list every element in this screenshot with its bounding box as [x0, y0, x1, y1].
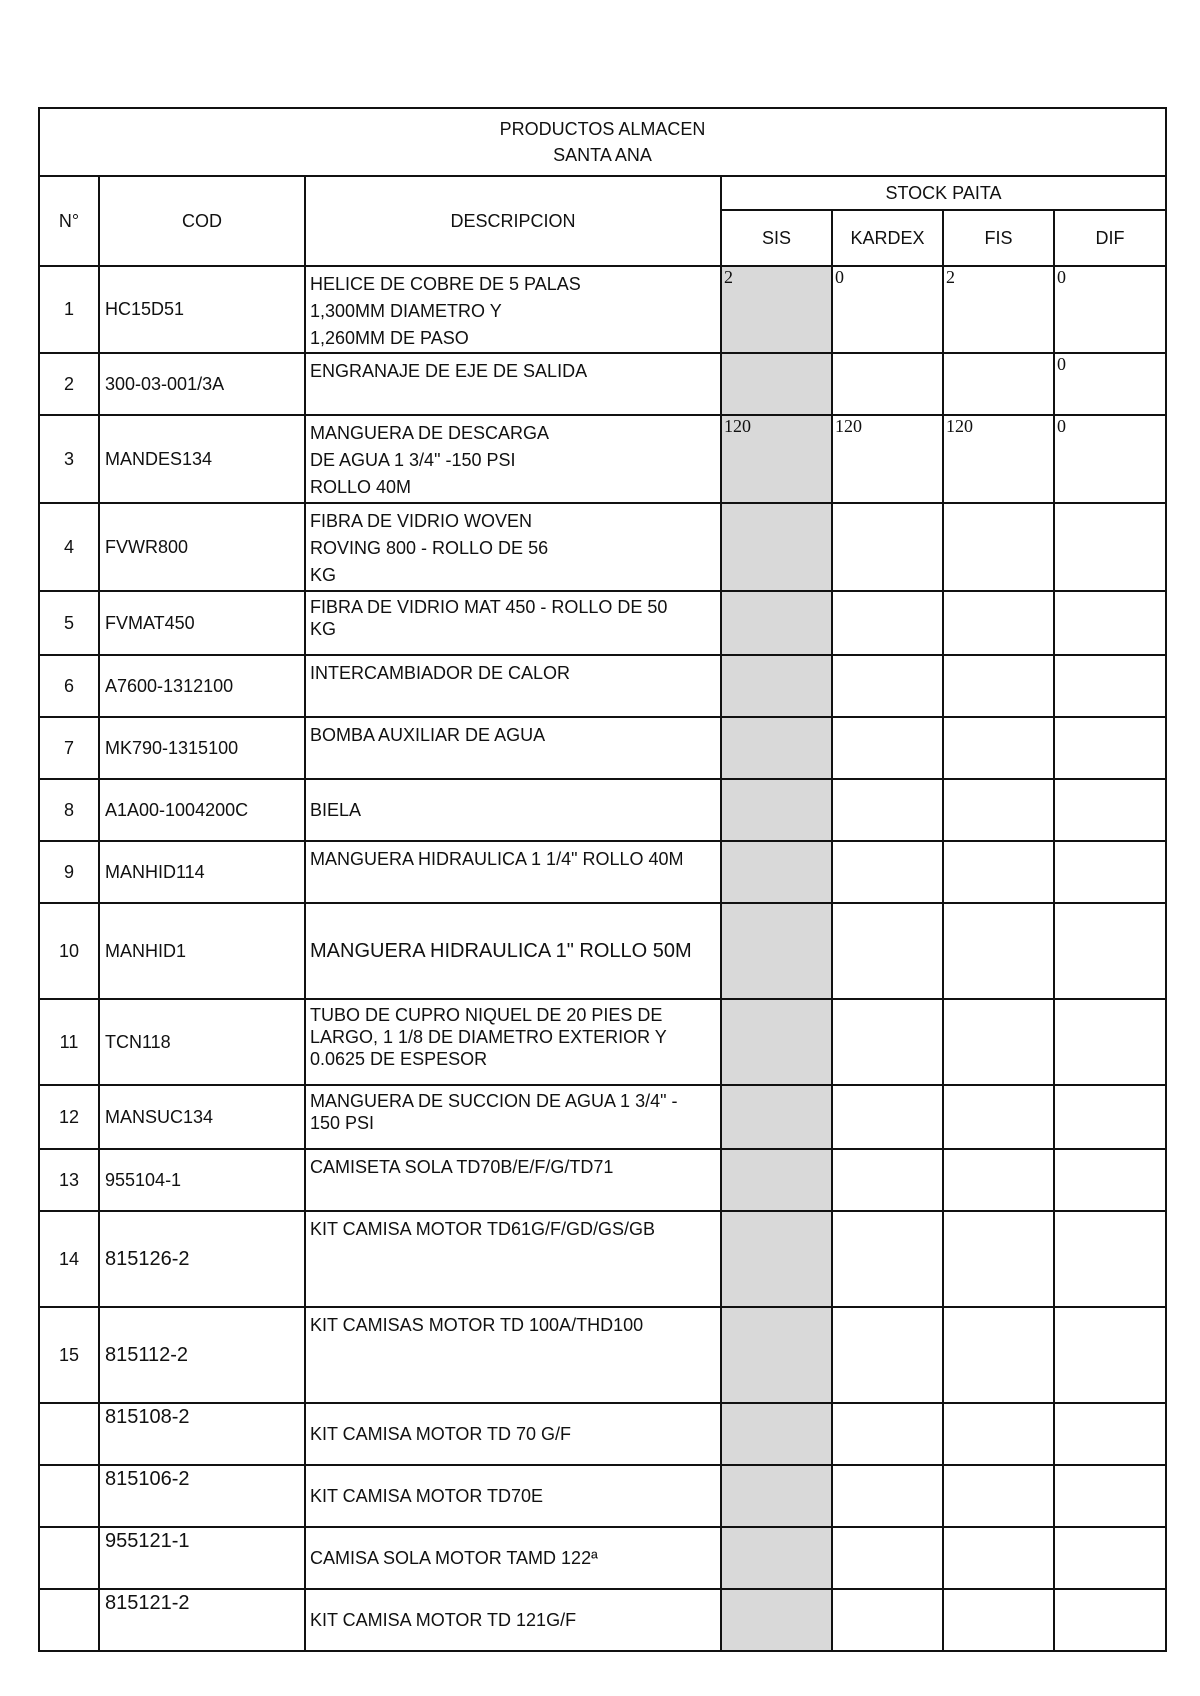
cell-fis	[943, 1307, 1054, 1403]
row-description	[305, 591, 721, 655]
row-number: 10	[39, 903, 99, 999]
row-number: 5	[39, 591, 99, 655]
cell-fis: 120	[943, 415, 1054, 503]
cell-sis	[721, 1149, 832, 1211]
cell-kardex	[832, 1403, 943, 1465]
cell-dif	[1054, 1307, 1166, 1403]
description-line: KIT CAMISA MOTOR TD 121G/F	[310, 1609, 577, 1630]
row-description	[305, 1149, 721, 1211]
row-code: 815108-2	[99, 1403, 305, 1465]
cell-sis	[721, 717, 832, 779]
table-row	[39, 1589, 1166, 1651]
row-number	[39, 1465, 99, 1527]
row-number: 9	[39, 841, 99, 903]
description-line: 1,300MM DIAMETRO Y	[310, 301, 502, 321]
table-row	[39, 353, 1166, 415]
table-row	[39, 779, 1166, 841]
cell-dif	[1054, 779, 1166, 841]
cell-fis	[943, 999, 1054, 1085]
table-row	[39, 903, 1166, 999]
cell-fis	[943, 1589, 1054, 1651]
row-description	[305, 1211, 721, 1307]
cell-dif	[1054, 655, 1166, 717]
row-code: MANSUC134	[99, 1085, 305, 1149]
row-code: FVMAT450	[99, 591, 305, 655]
row-description	[305, 1527, 721, 1589]
row-code: TCN118	[99, 999, 305, 1085]
row-description	[305, 999, 721, 1085]
description-line: BOMBA AUXILIAR DE AGUA	[310, 725, 546, 745]
cell-dif: 0	[1054, 415, 1166, 503]
row-description	[305, 1307, 721, 1403]
cell-kardex: 120	[832, 415, 943, 503]
cell-dif	[1054, 1149, 1166, 1211]
row-description	[305, 415, 721, 503]
row-description	[305, 353, 721, 415]
cell-sis	[721, 1403, 832, 1465]
table-row	[39, 266, 1166, 353]
cell-kardex	[832, 1589, 943, 1651]
row-code: MANDES134	[99, 415, 305, 503]
table-row	[39, 655, 1166, 717]
header-kardex: KARDEX	[832, 210, 943, 266]
cell-sis: 120	[721, 415, 832, 503]
row-code: 955104-1	[99, 1149, 305, 1211]
products-table	[38, 107, 1167, 1652]
cell-kardex	[832, 1149, 943, 1211]
cell-dif	[1054, 1085, 1166, 1149]
cell-sis	[721, 655, 832, 717]
cell-fis	[943, 503, 1054, 591]
row-code: A1A00-1004200C	[99, 779, 305, 841]
row-description	[305, 717, 721, 779]
row-code: 815121-2	[99, 1589, 305, 1651]
table-row	[39, 503, 1166, 591]
cell-sis	[721, 1465, 832, 1527]
row-code: MANHID1	[99, 903, 305, 999]
description-line: DE AGUA 1 3/4" -150 PSI	[310, 450, 516, 470]
header-sis: SIS	[721, 210, 832, 266]
header-dif: DIF	[1054, 210, 1166, 266]
row-number	[39, 1589, 99, 1651]
title-line-2: SANTA ANA	[553, 145, 652, 165]
description-line: ROVING 800 - ROLLO DE 56	[310, 538, 549, 558]
cell-fis	[943, 841, 1054, 903]
cell-sis	[721, 1527, 832, 1589]
row-code: HC15D51	[99, 266, 305, 353]
row-number: 4	[39, 503, 99, 591]
row-code: 815112-2	[99, 1307, 305, 1403]
header-desc: DESCRIPCION	[305, 176, 721, 266]
description-line: KIT CAMISA MOTOR TD70E	[310, 1485, 544, 1506]
cell-kardex	[832, 779, 943, 841]
cell-dif	[1054, 503, 1166, 591]
cell-sis	[721, 1307, 832, 1403]
description-line: 1,260MM DE PASO	[310, 328, 469, 348]
table-row	[39, 1211, 1166, 1307]
row-number: 12	[39, 1085, 99, 1149]
table-row	[39, 1403, 1166, 1465]
cell-kardex	[832, 1307, 943, 1403]
cell-fis	[943, 353, 1054, 415]
description-line: ENGRANAJE DE EJE DE SALIDA	[310, 361, 588, 381]
row-description	[305, 503, 721, 591]
cell-sis	[721, 1589, 832, 1651]
cell-kardex	[832, 353, 943, 415]
row-number	[39, 1527, 99, 1589]
cell-kardex	[832, 1527, 943, 1589]
description-line: BIELA	[310, 799, 362, 820]
cell-sis	[721, 1211, 832, 1307]
description-line: KG	[310, 565, 337, 585]
description-line: 150 PSI	[310, 1113, 375, 1133]
cell-kardex	[832, 1211, 943, 1307]
cell-fis	[943, 1527, 1054, 1589]
cell-kardex	[832, 591, 943, 655]
cell-dif	[1054, 841, 1166, 903]
description-line: KG	[310, 619, 337, 639]
title-line-1: PRODUCTOS ALMACEN	[499, 119, 706, 139]
row-description	[305, 1403, 721, 1465]
cell-fis	[943, 903, 1054, 999]
row-description	[305, 779, 721, 841]
cell-sis	[721, 903, 832, 999]
table-row	[39, 1527, 1166, 1589]
table-row	[39, 717, 1166, 779]
table-row	[39, 415, 1166, 503]
cell-fis	[943, 655, 1054, 717]
row-code: 815106-2	[99, 1465, 305, 1527]
cell-sis: 2	[721, 266, 832, 353]
cell-fis	[943, 591, 1054, 655]
cell-sis	[721, 779, 832, 841]
cell-dif	[1054, 1465, 1166, 1527]
cell-kardex	[832, 717, 943, 779]
cell-sis	[721, 999, 832, 1085]
row-number: 13	[39, 1149, 99, 1211]
cell-sis	[721, 503, 832, 591]
description-line: CAMISETA SOLA TD70B/E/F/G/TD71	[310, 1157, 614, 1177]
cell-dif	[1054, 717, 1166, 779]
cell-kardex	[832, 503, 943, 591]
description-line: ROLLO 40M	[310, 477, 412, 497]
description-line: FIBRA DE VIDRIO WOVEN	[310, 511, 533, 531]
cell-dif	[1054, 1403, 1166, 1465]
table-row	[39, 591, 1166, 655]
description-line: LARGO, 1 1/8 DE DIAMETRO EXTERIOR Y	[310, 1027, 667, 1047]
description-line: HELICE DE COBRE DE 5 PALAS	[310, 274, 581, 294]
table-row	[39, 1085, 1166, 1149]
description-line: MANGUERA HIDRAULICA 1 1/4" ROLLO 40M	[310, 849, 684, 869]
description-line: KIT CAMISA MOTOR TD 70 G/F	[310, 1423, 572, 1444]
row-code: 955121-1	[99, 1527, 305, 1589]
row-description	[305, 903, 721, 999]
cell-fis	[943, 1085, 1054, 1149]
cell-fis: 2	[943, 266, 1054, 353]
cell-fis	[943, 717, 1054, 779]
cell-dif	[1054, 1527, 1166, 1589]
cell-fis	[943, 1465, 1054, 1527]
cell-fis	[943, 1211, 1054, 1307]
cell-kardex	[832, 1085, 943, 1149]
description-line: 0.0625 DE ESPESOR	[310, 1049, 488, 1069]
table-row	[39, 1307, 1166, 1403]
row-description	[305, 1589, 721, 1651]
cell-kardex	[832, 655, 943, 717]
row-number: 2	[39, 353, 99, 415]
description-line: FIBRA DE VIDRIO MAT 450 - ROLLO DE 50	[310, 597, 668, 617]
row-number: 8	[39, 779, 99, 841]
table-row	[39, 1465, 1166, 1527]
row-code: 815126-2	[99, 1211, 305, 1307]
cell-dif	[1054, 999, 1166, 1085]
row-number	[39, 1403, 99, 1465]
cell-kardex	[832, 903, 943, 999]
description-line: INTERCAMBIADOR DE CALOR	[310, 663, 571, 683]
cell-kardex	[832, 841, 943, 903]
cell-fis	[943, 779, 1054, 841]
cell-sis	[721, 353, 832, 415]
cell-kardex	[832, 999, 943, 1085]
description-line: CAMISA SOLA MOTOR TAMD 122ª	[310, 1547, 598, 1568]
description-line: KIT CAMISAS MOTOR TD 100A/THD100	[310, 1315, 644, 1335]
cell-dif	[1054, 1589, 1166, 1651]
cell-sis	[721, 591, 832, 655]
row-number: 11	[39, 999, 99, 1085]
row-code: MANHID114	[99, 841, 305, 903]
cell-sis	[721, 841, 832, 903]
table-row	[39, 1149, 1166, 1211]
row-description	[305, 266, 721, 353]
cell-sis	[721, 1085, 832, 1149]
row-code: 300-03-001/3A	[99, 353, 305, 415]
description-line: KIT CAMISA MOTOR TD61G/F/GD/GS/GB	[310, 1219, 656, 1239]
cell-kardex: 0	[832, 266, 943, 353]
description-line: MANGUERA HIDRAULICA 1" ROLLO 50M	[310, 939, 692, 962]
row-code: A7600-1312100	[99, 655, 305, 717]
table-row	[39, 841, 1166, 903]
cell-dif	[1054, 903, 1166, 999]
row-description	[305, 1465, 721, 1527]
cell-kardex	[832, 1465, 943, 1527]
table-row	[39, 999, 1166, 1085]
row-description	[305, 1085, 721, 1149]
row-code: FVWR800	[99, 503, 305, 591]
header-num: N°	[39, 176, 99, 266]
description-line: MANGUERA DE SUCCION DE AGUA 1 3/4" -	[310, 1091, 678, 1111]
table-title	[39, 108, 1166, 176]
header-stock-group: STOCK PAITA	[721, 176, 1166, 210]
row-number: 15	[39, 1307, 99, 1403]
cell-dif	[1054, 1211, 1166, 1307]
cell-dif: 0	[1054, 266, 1166, 353]
cell-fis	[943, 1403, 1054, 1465]
cell-dif	[1054, 591, 1166, 655]
cell-fis	[943, 1149, 1054, 1211]
description-line: MANGUERA DE DESCARGA	[310, 423, 550, 443]
header-fis: FIS	[943, 210, 1054, 266]
row-description	[305, 655, 721, 717]
row-code: MK790-1315100	[99, 717, 305, 779]
row-number: 7	[39, 717, 99, 779]
row-number: 1	[39, 266, 99, 353]
cell-dif: 0	[1054, 353, 1166, 415]
row-number: 3	[39, 415, 99, 503]
row-number: 6	[39, 655, 99, 717]
row-description	[305, 841, 721, 903]
description-line: TUBO DE CUPRO NIQUEL DE 20 PIES DE	[310, 1005, 663, 1025]
row-number: 14	[39, 1211, 99, 1307]
header-cod: COD	[99, 176, 305, 266]
